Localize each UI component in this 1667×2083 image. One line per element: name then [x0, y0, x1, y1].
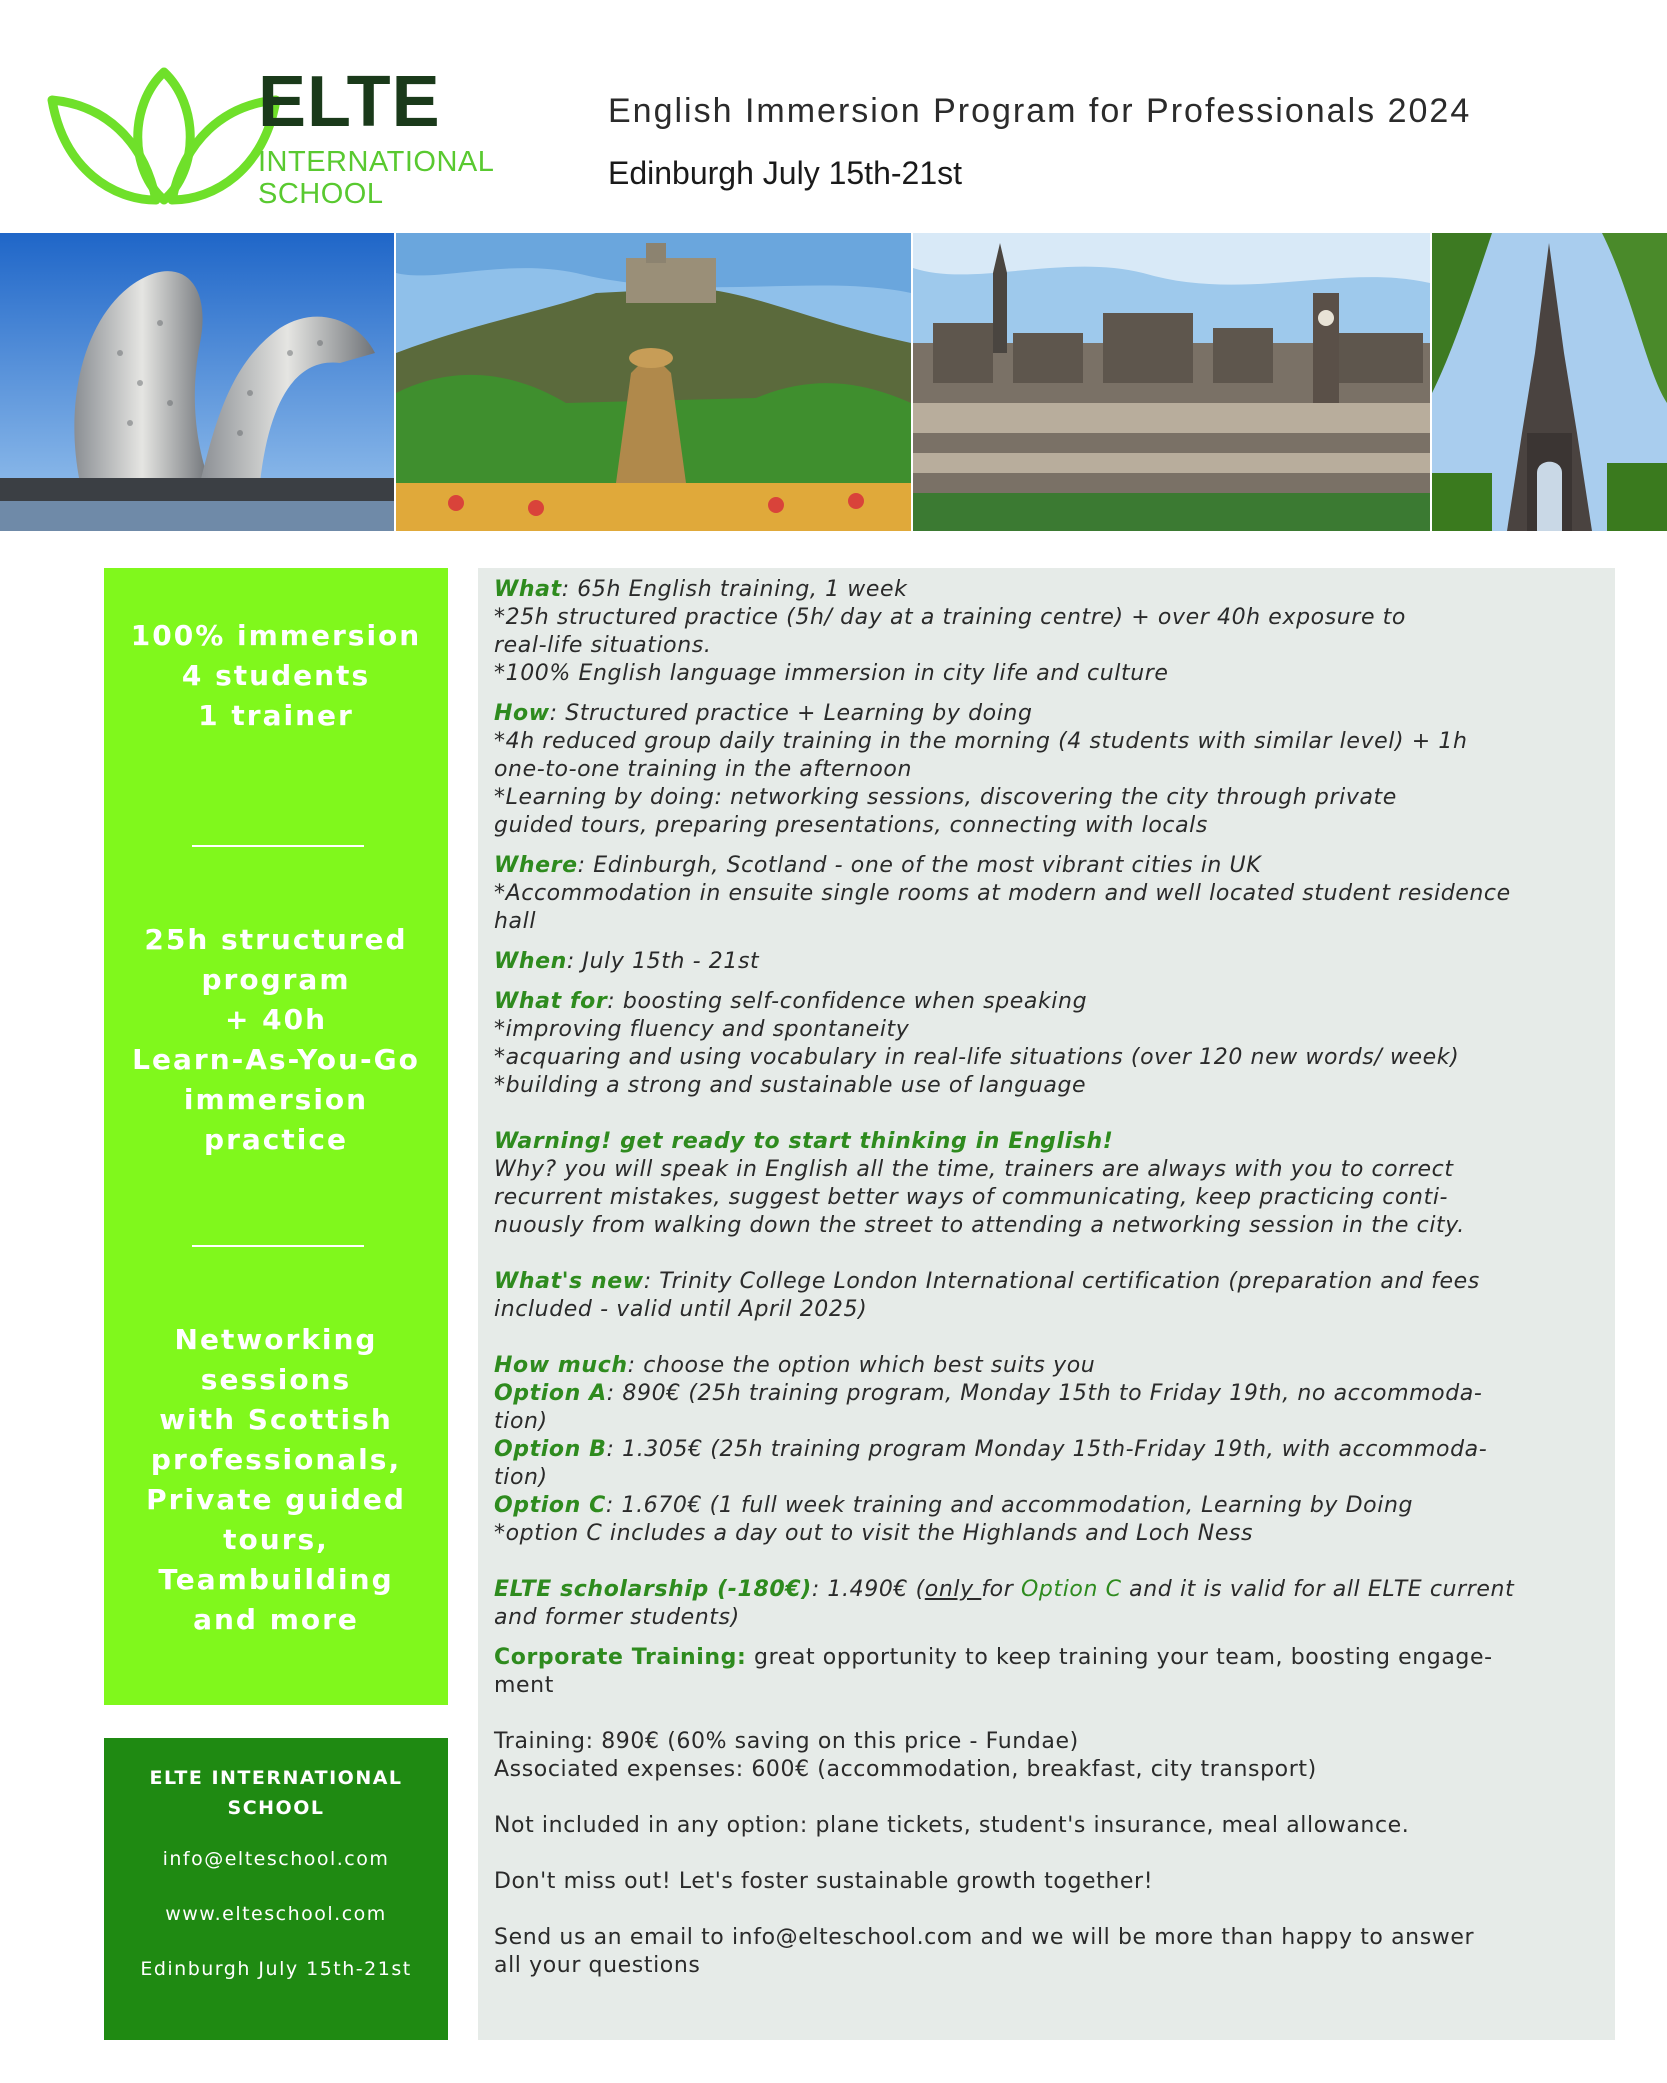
divider	[192, 1245, 364, 1247]
highlight-line: Learn-As-You-Go	[132, 1043, 420, 1076]
highlight-line: immersion	[183, 1083, 369, 1116]
option-b-line: tion)	[494, 1465, 548, 1490]
how-much-text: : choose the option which best suits you	[627, 1353, 1096, 1378]
highlight-line: 25h structured	[144, 923, 408, 956]
option-a-line: tion)	[494, 1409, 548, 1434]
when-text: : July 15th - 21st	[566, 949, 760, 974]
label-where: Where	[494, 853, 578, 878]
section-how	[494, 700, 1604, 840]
contact-title-line1: ELTE INTERNATIONAL	[149, 1767, 403, 1789]
how-line: guided tours, preparing presentations, connecting with locals	[494, 813, 1208, 838]
option-b-text: : 1.305€ (25h training program Monday 15th-Friday 19th, with accommoda-	[606, 1437, 1488, 1462]
edinburgh-castle-fountain-photo	[396, 233, 911, 531]
how-line: *4h reduced group daily training in the morning (4 students with similar level) + 1h	[494, 729, 1468, 754]
how-line: *Learning by doing: networking sessions, discovering the city through private	[494, 785, 1397, 810]
highlight-line: 1 trainer	[198, 699, 354, 732]
section-where	[494, 852, 1604, 936]
scott-monument-photo	[1432, 233, 1667, 531]
where-line: hall	[494, 909, 537, 934]
brand-name: ELTE	[258, 62, 441, 142]
section-what-for	[494, 988, 1604, 1100]
what-line: *100% English language immersion in city life and culture	[494, 661, 1169, 686]
brand-subtitle	[258, 146, 494, 210]
highlight-line: practice	[204, 1123, 348, 1156]
send-email-line: all your questions	[494, 1953, 701, 1978]
label-option-a: Option A	[494, 1381, 607, 1406]
page-subtitle: Edinburgh July 15th-21st	[608, 155, 962, 191]
label-whats-new: What's new	[494, 1269, 644, 1294]
warning-line: Why? you will speak in English all the time, trainers are always with you to correct	[494, 1157, 1454, 1182]
kelpies-sculpture-photo	[0, 233, 394, 531]
highlights-program	[104, 920, 448, 1160]
contact-website-link[interactable]: www.elteschool.com	[165, 1903, 387, 1925]
highlight-line: + 40h	[224, 1003, 328, 1036]
highlight-line: Teambuilding	[158, 1563, 394, 1596]
contact-title-line2: SCHOOL	[227, 1797, 325, 1819]
spacer	[494, 1784, 1604, 1812]
dont-miss: Don't miss out! Let's foster sustainable growth together!	[494, 1869, 1154, 1894]
warning-line: nuously from walking down the street to attending a networking session in the city.	[494, 1213, 1465, 1238]
spacer	[494, 1896, 1604, 1924]
label-warning: Warning! get ready to start thinking in English!	[494, 1129, 1114, 1154]
option-c-text: : 1.670€ (1 full week training and accommodation, Learning by Doing	[605, 1493, 1414, 1518]
section-how-much	[494, 1352, 1604, 1548]
label-option-b: Option B	[494, 1437, 607, 1462]
contact-panel	[104, 1738, 448, 2040]
spacer	[494, 1100, 1604, 1128]
scholarship-text: for	[981, 1577, 1021, 1602]
leaf-logo-icon	[44, 60, 284, 210]
program-details-panel	[478, 568, 1615, 2040]
highlight-line: with Scottish	[159, 1403, 393, 1436]
corporate-text: great opportunity to keep training your team, boosting engage-	[746, 1645, 1493, 1670]
spacer	[494, 1324, 1604, 1352]
label-when: When	[494, 949, 567, 974]
section-whats-new	[494, 1268, 1604, 1324]
highlight-line: professionals,	[150, 1443, 402, 1476]
spacer	[494, 1548, 1604, 1576]
label-what: What	[494, 577, 562, 602]
section-what	[494, 576, 1604, 688]
divider	[192, 845, 364, 847]
what-line: *25h structured practice (5h/ day at a training centre) + over 40h exposure to	[494, 605, 1406, 630]
send-email-line: Send us an email to info@elteschool.com and we will be more than happy to answer	[494, 1925, 1475, 1950]
what-text: : 65h English training, 1 week	[561, 577, 908, 602]
where-line: *Accommodation in ensuite single rooms at modern and well located student residence	[494, 881, 1511, 906]
contact-email-link[interactable]: info@elteschool.com	[162, 1848, 390, 1870]
section-corporate	[494, 1644, 1604, 1700]
label-how-much: How much	[494, 1353, 628, 1378]
label-corporate: Corporate Training:	[494, 1645, 747, 1670]
where-text: : Edinburgh, Scotland - one of the most vibrant cities in UK	[577, 853, 1262, 878]
associated-expenses: Associated expenses: 600€ (accommodation, breakfast, city transport)	[494, 1757, 1317, 1782]
contact-dates: Edinburgh July 15th-21st	[140, 1958, 412, 1980]
label-how: How	[494, 701, 550, 726]
what-for-text: : boosting self-confidence when speaking	[607, 989, 1088, 1014]
scholarship-line: and former students)	[494, 1605, 740, 1630]
page-title: English Immersion Program for Professionals 2024	[608, 92, 1472, 130]
highlight-line: 4 students	[181, 659, 371, 692]
highlights-panel	[104, 568, 448, 1705]
highlight-line: and more	[193, 1603, 359, 1636]
edinburgh-cityscape-photo	[913, 233, 1430, 531]
highlights-immersion	[104, 616, 448, 736]
scholarship-text: and it is valid for all ELTE current	[1121, 1577, 1515, 1602]
program-details	[494, 576, 1604, 1980]
how-text: : Structured practice + Learning by doing	[549, 701, 1033, 726]
option-c-line: *option C includes a day out to visit the Highlands and Loch Ness	[494, 1521, 1254, 1546]
brand-sub-line2: SCHOOL	[258, 178, 384, 210]
not-included: Not included in any option: plane tickets, student's insurance, meal allowance.	[494, 1813, 1410, 1838]
highlight-line: program	[201, 963, 351, 996]
label-what-for: What for	[494, 989, 608, 1014]
section-when	[494, 948, 1604, 976]
spacer	[494, 1240, 1604, 1268]
what-for-line: *acquaring and using vocabulary in real-life situations (over 120 new words/ week)	[494, 1045, 1460, 1070]
contact-school-name	[104, 1763, 448, 1823]
section-warning	[494, 1128, 1604, 1240]
what-for-line: *improving fluency and spontaneity	[494, 1017, 910, 1042]
label-scholarship: ELTE scholarship (-180€)	[494, 1577, 812, 1602]
spacer	[494, 1840, 1604, 1868]
highlight-line: tours,	[223, 1523, 329, 1556]
what-line: real-life situations.	[494, 633, 712, 658]
highlight-line: Private guided	[146, 1483, 406, 1516]
how-line: one-to-one training in the afternoon	[494, 757, 913, 782]
corporate-line: ment	[494, 1673, 554, 1698]
section-scholarship	[494, 1576, 1604, 1632]
brand-sub-line1: INTERNATIONAL	[258, 146, 495, 178]
highlight-line: sessions	[200, 1363, 352, 1396]
option-a-text: : 890€ (25h training program, Monday 15th to Friday 19th, no accommoda-	[606, 1381, 1483, 1406]
scholarship-text: : 1.490€ (	[811, 1577, 925, 1602]
scholarship-option-c: Option C	[1020, 1577, 1122, 1602]
scholarship-only: only	[924, 1577, 982, 1602]
highlights-networking	[104, 1320, 448, 1640]
training-price: Training: 890€ (60% saving on this price - Fundae)	[494, 1729, 1079, 1754]
label-option-c: Option C	[494, 1493, 606, 1518]
whats-new-text: : Trinity College London International certification (preparation and fees	[643, 1269, 1480, 1294]
spacer	[494, 1700, 1604, 1728]
highlight-line: Networking	[174, 1323, 378, 1356]
warning-line: recurrent mistakes, suggest better ways of communicating, keep practicing conti-	[494, 1185, 1449, 1210]
whats-new-line: included - valid until April 2025)	[494, 1297, 868, 1322]
what-for-line: *building a strong and sustainable use of language	[494, 1073, 1087, 1098]
highlight-line: 100% immersion	[130, 619, 422, 652]
